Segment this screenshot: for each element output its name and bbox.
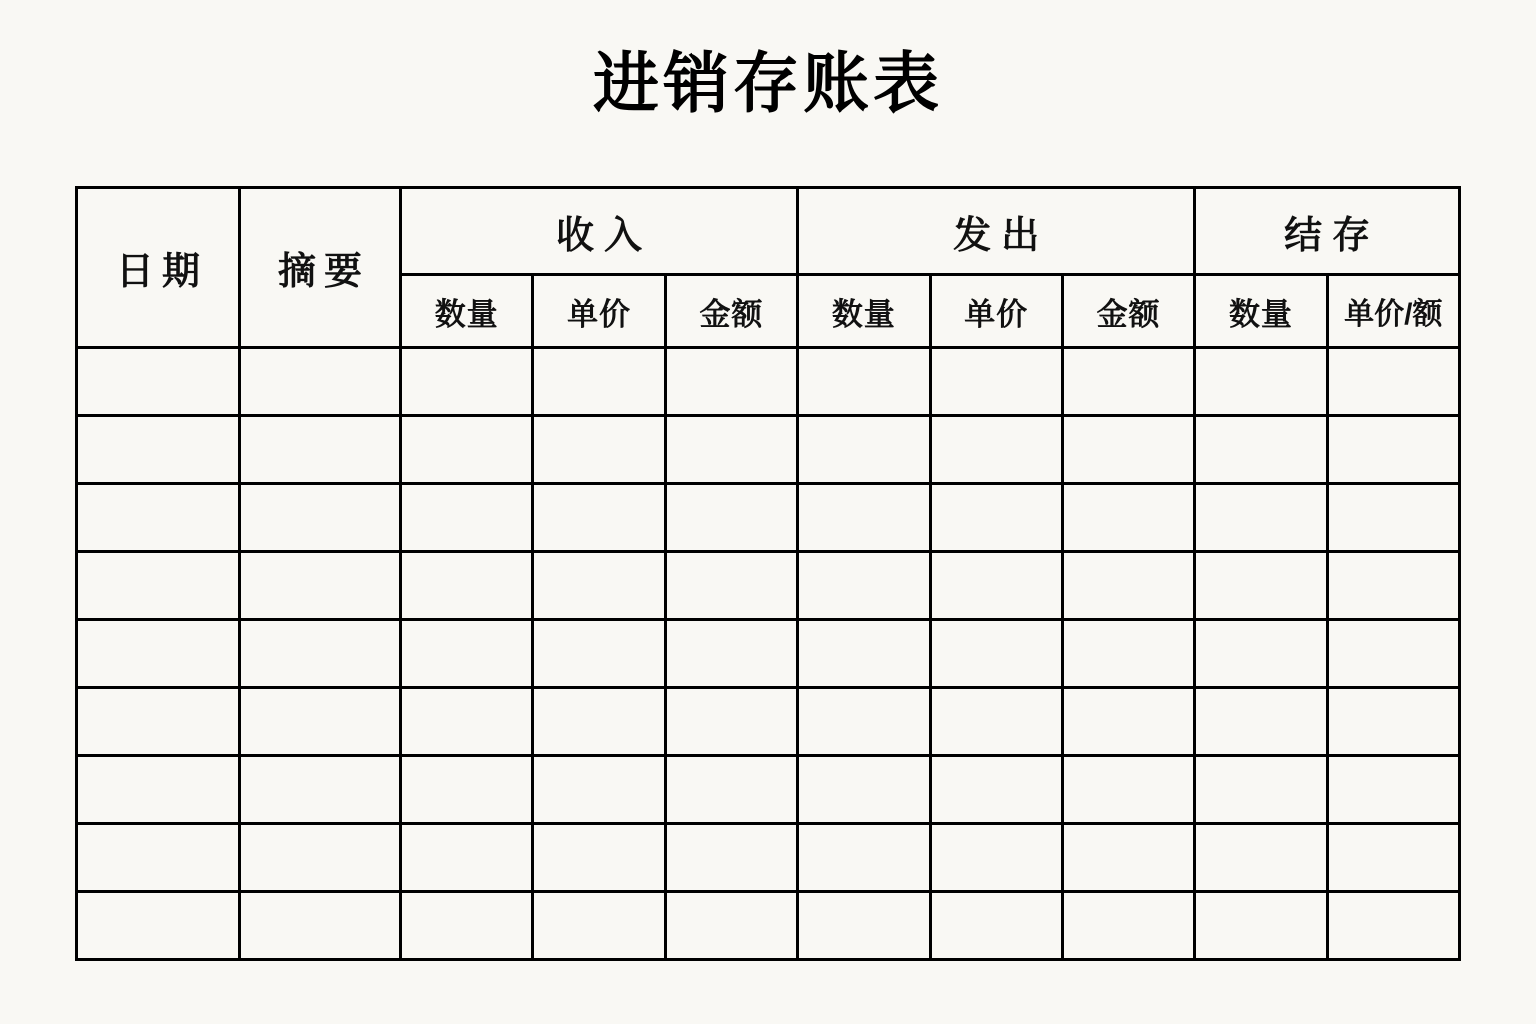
cell-balance-unit-price-amount[interactable]	[1327, 620, 1459, 688]
cell-summary[interactable]	[240, 348, 401, 416]
cell-summary[interactable]	[240, 620, 401, 688]
header-income-amount: 金额	[665, 275, 797, 348]
cell-date[interactable]	[77, 484, 240, 552]
cell-income-amount[interactable]	[665, 620, 797, 688]
cell-balance-quantity[interactable]	[1195, 756, 1327, 824]
cell-date[interactable]	[77, 620, 240, 688]
cell-summary[interactable]	[240, 552, 401, 620]
cell-income-quantity[interactable]	[401, 620, 533, 688]
cell-issue-unit-price[interactable]	[930, 756, 1062, 824]
cell-issue-quantity[interactable]	[798, 756, 930, 824]
cell-income-quantity[interactable]	[401, 688, 533, 756]
cell-income-quantity[interactable]	[401, 348, 533, 416]
header-date: 日期	[77, 188, 240, 348]
cell-issue-quantity[interactable]	[798, 620, 930, 688]
cell-issue-unit-price[interactable]	[930, 892, 1062, 960]
cell-issue-unit-price[interactable]	[930, 484, 1062, 552]
cell-issue-quantity[interactable]	[798, 348, 930, 416]
header-balance-quantity: 数量	[1195, 275, 1327, 348]
table-row	[77, 552, 1460, 620]
table-row	[77, 756, 1460, 824]
cell-income-quantity[interactable]	[401, 416, 533, 484]
cell-date[interactable]	[77, 688, 240, 756]
cell-income-amount[interactable]	[665, 484, 797, 552]
cell-income-unit-price[interactable]	[533, 416, 665, 484]
cell-balance-quantity[interactable]	[1195, 620, 1327, 688]
cell-issue-unit-price[interactable]	[930, 824, 1062, 892]
cell-income-unit-price[interactable]	[533, 756, 665, 824]
header-issue-quantity: 数量	[798, 275, 930, 348]
cell-issue-amount[interactable]	[1062, 688, 1194, 756]
cell-issue-amount[interactable]	[1062, 348, 1194, 416]
cell-issue-unit-price[interactable]	[930, 416, 1062, 484]
cell-summary[interactable]	[240, 484, 401, 552]
table-body	[77, 348, 1460, 960]
header-income-unit-price: 单价	[533, 275, 665, 348]
table-header-row-main	[77, 188, 1460, 275]
cell-issue-quantity[interactable]	[798, 552, 930, 620]
cell-income-amount[interactable]	[665, 756, 797, 824]
cell-income-amount[interactable]	[665, 892, 797, 960]
table-row	[77, 824, 1460, 892]
table-row	[77, 416, 1460, 484]
table-row	[77, 688, 1460, 756]
cell-issue-amount[interactable]	[1062, 892, 1194, 960]
cell-income-unit-price[interactable]	[533, 552, 665, 620]
cell-balance-unit-price-amount[interactable]	[1327, 484, 1459, 552]
header-issue-unit-price: 单价	[930, 275, 1062, 348]
cell-income-amount[interactable]	[665, 552, 797, 620]
header-group-balance: 结存	[1195, 188, 1460, 275]
cell-issue-unit-price[interactable]	[930, 688, 1062, 756]
cell-balance-unit-price-amount[interactable]	[1327, 688, 1459, 756]
cell-issue-quantity[interactable]	[798, 892, 930, 960]
cell-date[interactable]	[77, 348, 240, 416]
page-title: 进销存账表	[593, 46, 943, 120]
cell-issue-amount[interactable]	[1062, 416, 1194, 484]
cell-income-quantity[interactable]	[401, 484, 533, 552]
table-row	[77, 484, 1460, 552]
header-summary: 摘要	[240, 188, 401, 348]
cell-issue-quantity[interactable]	[798, 688, 930, 756]
cell-issue-amount[interactable]	[1062, 484, 1194, 552]
cell-income-amount[interactable]	[665, 348, 797, 416]
header-group-income: 收入	[401, 188, 798, 275]
cell-summary[interactable]	[240, 892, 401, 960]
cell-issue-amount[interactable]	[1062, 552, 1194, 620]
cell-balance-unit-price-amount[interactable]	[1327, 824, 1459, 892]
cell-issue-unit-price[interactable]	[930, 348, 1062, 416]
cell-summary[interactable]	[240, 416, 401, 484]
cell-income-amount[interactable]	[665, 824, 797, 892]
ledger-table	[75, 186, 1461, 961]
cell-date[interactable]	[77, 824, 240, 892]
cell-balance-quantity[interactable]	[1195, 824, 1327, 892]
cell-balance-quantity[interactable]	[1195, 688, 1327, 756]
cell-date[interactable]	[77, 892, 240, 960]
header-balance-unit-price-amount: 单价/额	[1327, 275, 1459, 348]
cell-summary[interactable]	[240, 824, 401, 892]
table-row	[77, 620, 1460, 688]
cell-balance-unit-price-amount[interactable]	[1327, 416, 1459, 484]
cell-balance-quantity[interactable]	[1195, 552, 1327, 620]
cell-issue-amount[interactable]	[1062, 620, 1194, 688]
cell-summary[interactable]	[240, 688, 401, 756]
cell-issue-quantity[interactable]	[798, 484, 930, 552]
cell-date[interactable]	[77, 416, 240, 484]
cell-income-unit-price[interactable]	[533, 484, 665, 552]
cell-issue-quantity[interactable]	[798, 416, 930, 484]
header-income-quantity: 数量	[401, 275, 533, 348]
cell-balance-unit-price-amount[interactable]	[1327, 348, 1459, 416]
cell-income-amount[interactable]	[665, 688, 797, 756]
cell-income-amount[interactable]	[665, 416, 797, 484]
table-header	[77, 188, 1460, 348]
cell-issue-unit-price[interactable]	[930, 620, 1062, 688]
table-row	[77, 892, 1460, 960]
cell-income-unit-price[interactable]	[533, 620, 665, 688]
cell-issue-unit-price[interactable]	[930, 552, 1062, 620]
cell-date[interactable]	[77, 552, 240, 620]
header-issue-amount: 金额	[1062, 275, 1194, 348]
cell-balance-unit-price-amount[interactable]	[1327, 552, 1459, 620]
cell-income-unit-price[interactable]	[533, 892, 665, 960]
cell-income-quantity[interactable]	[401, 756, 533, 824]
cell-income-quantity[interactable]	[401, 552, 533, 620]
cell-balance-quantity[interactable]	[1195, 892, 1327, 960]
cell-balance-quantity[interactable]	[1195, 348, 1327, 416]
cell-income-quantity[interactable]	[401, 824, 533, 892]
cell-issue-quantity[interactable]	[798, 824, 930, 892]
cell-income-unit-price[interactable]	[533, 824, 665, 892]
ledger-table-container	[75, 186, 1461, 961]
cell-income-unit-price[interactable]	[533, 348, 665, 416]
header-group-issue: 发出	[798, 188, 1195, 275]
cell-issue-amount[interactable]	[1062, 824, 1194, 892]
cell-issue-amount[interactable]	[1062, 756, 1194, 824]
cell-balance-unit-price-amount[interactable]	[1327, 756, 1459, 824]
cell-balance-quantity[interactable]	[1195, 416, 1327, 484]
cell-summary[interactable]	[240, 756, 401, 824]
cell-balance-quantity[interactable]	[1195, 484, 1327, 552]
cell-balance-unit-price-amount[interactable]	[1327, 892, 1459, 960]
cell-income-quantity[interactable]	[401, 892, 533, 960]
table-row	[77, 348, 1460, 416]
cell-income-unit-price[interactable]	[533, 688, 665, 756]
cell-date[interactable]	[77, 756, 240, 824]
